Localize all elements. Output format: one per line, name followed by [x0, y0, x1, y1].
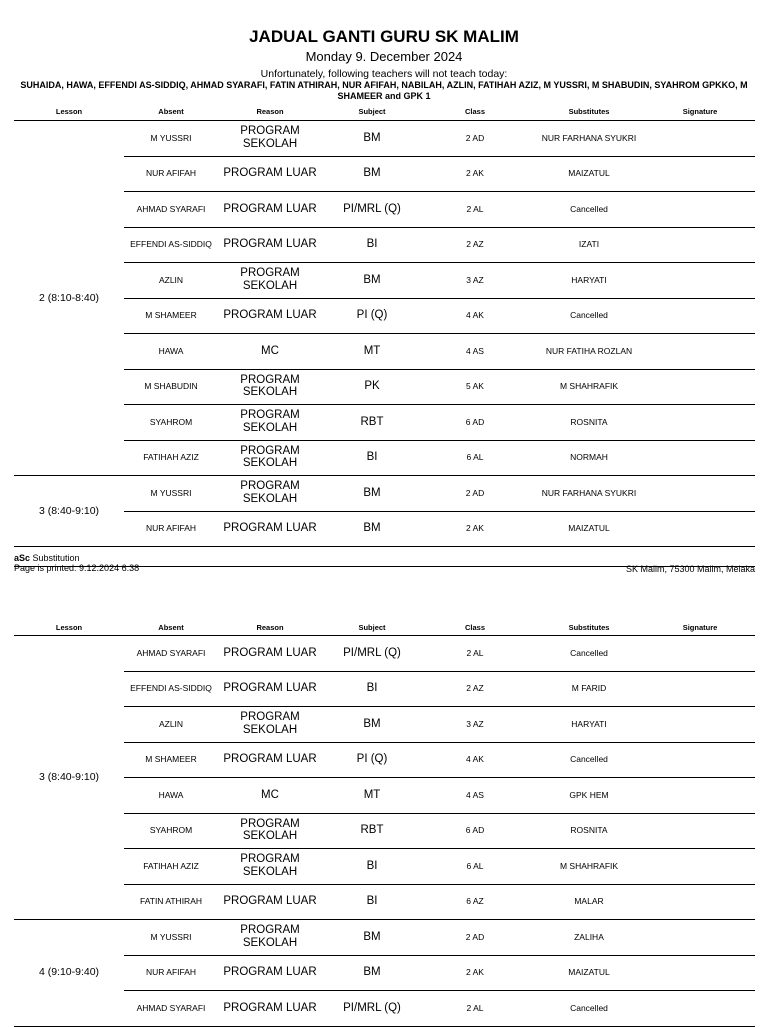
absent-cell: AZLIN — [158, 718, 184, 729]
substitute-cell: Cancelled — [570, 754, 608, 765]
reason-cell: PROGRAM LUAR — [223, 646, 317, 659]
absent-cell: NUR AFIFAH — [145, 523, 197, 534]
signature-cell — [670, 227, 730, 263]
subject-cell: BM — [363, 522, 381, 535]
reason-cell: PROGRAM LUAR — [223, 202, 317, 215]
signature-cell — [670, 475, 730, 511]
reason-cell: PROGRAM SEKOLAH — [240, 480, 300, 505]
reason-cell: PROGRAM LUAR — [223, 522, 317, 534]
signature-cell — [670, 671, 730, 707]
absent-cell: M YUSSRI — [150, 931, 192, 942]
subject-cell: BI — [366, 895, 378, 908]
subject-cell: PI/MRL (Q) — [343, 646, 401, 659]
absent-cell: EFFENDI AS-SIDDIQ — [130, 683, 212, 694]
class-cell: 2 AD — [465, 487, 485, 498]
signature-cell — [670, 333, 730, 369]
reason-cell: PROGRAM SEKOLAH — [240, 267, 300, 292]
column-header-signature: Signature — [682, 107, 718, 116]
reason-cell: PROGRAM SEKOLAH — [240, 125, 300, 150]
class-cell: 2 AD — [465, 931, 485, 942]
class-cell: 6 AZ — [466, 896, 484, 907]
reason-cell: PROGRAM SEKOLAH — [240, 373, 300, 399]
table-header — [14, 107, 755, 119]
column-header-subject: Subject — [358, 107, 386, 116]
substitute-cell: MAIZATUL — [568, 967, 610, 978]
subject-cell: BM — [363, 717, 381, 730]
footer-school: SK Malim, 75300 Malim, Melaka — [625, 564, 755, 574]
absent-cell: M SHAMEER — [145, 754, 197, 765]
substitute-cell: M SHAHRAFIK — [559, 860, 619, 871]
substitute-cell: M SHAHRAFIK — [559, 381, 619, 392]
column-header-substitutes: Substitutes — [568, 623, 610, 632]
column-header-substitutes: Substitutes — [568, 107, 610, 116]
absent-cell: M YUSSRI — [150, 487, 192, 498]
subject-cell: BM — [363, 486, 381, 499]
subject-cell: BM — [363, 167, 381, 180]
substitute-cell: NUR FARHANA SYUKRI — [541, 487, 637, 498]
substitute-cell: ZALIHA — [574, 931, 604, 942]
substitute-cell: Cancelled — [570, 1002, 608, 1013]
lesson-cell: 4 (9:10-9:40) — [38, 966, 100, 979]
column-header-reason: Reason — [256, 107, 284, 116]
substitute-cell: ROSNITA — [570, 825, 608, 836]
reason-cell: PROGRAM LUAR — [223, 238, 317, 250]
class-cell: 2 AK — [466, 967, 484, 978]
substitute-cell: MAIZATUL — [568, 523, 610, 534]
class-cell: 4 AK — [466, 754, 484, 765]
absent-cell: FATIHAH AZIZ — [143, 860, 199, 871]
absent-cell: AHMAD SYARAFI — [136, 1002, 206, 1013]
substitute-cell: Cancelled — [570, 203, 608, 214]
reason-cell: PROGRAM LUAR — [223, 682, 317, 694]
subject-cell: PI/MRL (Q) — [343, 202, 401, 215]
intro-text: Unfortunately, following teachers will not teach today: — [260, 68, 508, 80]
subject-cell: RBT — [360, 415, 384, 428]
reason-cell: PROGRAM LUAR — [223, 309, 317, 321]
signature-cell — [670, 848, 730, 884]
absent-cell: HAWA — [158, 789, 184, 800]
group-divider — [14, 546, 755, 547]
subject-cell: BI — [366, 859, 378, 872]
class-cell: 4 AS — [466, 345, 484, 356]
signature-cell — [670, 511, 730, 547]
absent-cell: M SHABUDIN — [144, 381, 198, 392]
reason-cell: PROGRAM SEKOLAH — [240, 711, 300, 736]
reason-cell: PROGRAM LUAR — [223, 895, 317, 907]
class-cell: 2 AL — [466, 203, 484, 214]
lesson-cell: 2 (8:10-8:40) — [38, 291, 100, 304]
signature-cell — [670, 369, 730, 405]
absent-cell: FATIN ATHIRAH — [139, 896, 203, 907]
footer — [14, 553, 755, 573]
absent-cell: SYAHROM — [149, 825, 193, 836]
lesson-cell: 3 (8:40-9:10) — [38, 771, 100, 783]
absent-cell: NUR AFIFAH — [145, 168, 197, 179]
class-cell: 2 AL — [466, 647, 484, 658]
signature-cell — [670, 191, 730, 227]
signature-cell — [670, 955, 730, 991]
subject-cell: BM — [363, 273, 381, 286]
reason-cell: PROGRAM SEKOLAH — [240, 444, 300, 470]
absent-cell: HAWA — [158, 345, 184, 356]
column-header-absent: Absent — [158, 623, 184, 632]
lesson-cell: 3 (8:40-9:10) — [38, 504, 100, 517]
absent-cell: M YUSSRI — [150, 132, 192, 143]
footer-app-suffix: Substitution — [30, 553, 80, 563]
subject-cell: BM — [363, 131, 381, 144]
substitute-cell: ROSNITA — [570, 416, 608, 427]
column-header-absent: Absent — [158, 107, 184, 116]
class-cell: 3 AZ — [466, 718, 484, 729]
subject-cell: PI (Q) — [356, 309, 388, 322]
class-cell: 2 AK — [466, 168, 484, 179]
absent-cell: NUR AFIFAH — [145, 967, 197, 978]
signature-cell — [670, 440, 730, 476]
class-cell: 6 AD — [465, 825, 485, 836]
signature-cell — [670, 884, 730, 920]
column-header-subject: Subject — [358, 623, 386, 632]
reason-cell: PROGRAM LUAR — [223, 167, 317, 179]
table-header — [14, 623, 755, 635]
class-cell: 4 AK — [466, 310, 484, 321]
footer-printed: Page is printed: 9.12.2024 6:38 — [14, 563, 140, 573]
substitute-cell: Cancelled — [570, 647, 608, 658]
signature-cell — [670, 298, 730, 334]
subject-cell: PK — [364, 380, 380, 393]
class-cell: 2 AL — [466, 1002, 484, 1013]
signature-cell — [670, 742, 730, 778]
subject-cell: BI — [366, 451, 378, 464]
subject-cell: PI/MRL (Q) — [343, 1001, 401, 1014]
absent-cell: M SHAMEER — [145, 310, 197, 321]
page-date: Monday 9. December 2024 — [305, 49, 463, 64]
signature-cell — [670, 990, 730, 1026]
subject-cell: BM — [363, 930, 381, 943]
column-header-signature: Signature — [682, 623, 718, 632]
reason-cell: PROGRAM LUAR — [223, 1001, 317, 1014]
absent-cell: AHMAD SYARAFI — [136, 647, 206, 658]
substitute-cell: HARYATI — [571, 718, 607, 729]
signature-cell — [670, 919, 730, 955]
signature-cell — [670, 777, 730, 813]
class-cell: 6 AL — [466, 860, 484, 871]
reason-cell: MC — [261, 344, 279, 357]
class-cell: 6 AD — [465, 416, 485, 427]
column-header-class: Class — [464, 107, 486, 116]
column-header-lesson: Lesson — [55, 623, 83, 632]
footer-app-name: aSc — [14, 553, 31, 563]
absent-cell: SYAHROM — [149, 416, 193, 427]
page-title: JADUAL GANTI GURU SK MALIM — [249, 27, 519, 46]
signature-cell — [670, 404, 730, 440]
absent-cell: AHMAD SYARAFI — [136, 203, 206, 214]
signature-cell — [670, 706, 730, 742]
column-header-reason: Reason — [256, 623, 284, 632]
substitute-cell: MALAR — [574, 896, 604, 907]
substitute-cell: GPK HEM — [569, 789, 609, 800]
class-cell: 5 AK — [466, 381, 484, 392]
reason-cell: PROGRAM SEKOLAH — [240, 817, 300, 843]
absent-cell: EFFENDI AS-SIDDIQ — [130, 239, 212, 250]
class-cell: 2 AD — [465, 132, 485, 143]
substitute-cell: M FARID — [571, 683, 607, 694]
substitute-cell: IZATI — [578, 239, 600, 250]
substitute-cell: NORMAH — [570, 452, 608, 463]
subject-cell: BM — [363, 966, 381, 979]
reason-cell: PROGRAM LUAR — [223, 966, 317, 978]
subject-cell: BI — [366, 238, 378, 251]
class-cell: 3 AZ — [466, 274, 484, 285]
absent-cell: FATIHAH AZIZ — [143, 452, 199, 463]
substitute-cell: MAIZATUL — [568, 168, 610, 179]
column-header-lesson: Lesson — [55, 107, 83, 116]
subject-cell: MT — [363, 788, 381, 801]
reason-cell: MC — [261, 788, 279, 801]
signature-cell — [670, 813, 730, 849]
subject-cell: PI (Q) — [356, 753, 388, 766]
substitute-cell: Cancelled — [570, 310, 608, 321]
substitute-cell: NUR FATIHA ROZLAN — [545, 345, 633, 356]
class-cell: 2 AZ — [466, 683, 484, 694]
reason-cell: PROGRAM SEKOLAH — [240, 853, 300, 878]
reason-cell: PROGRAM LUAR — [223, 753, 317, 765]
signature-cell — [670, 120, 730, 156]
substitute-cell: NUR FARHANA SYUKRI — [541, 132, 637, 143]
signature-cell — [670, 635, 730, 671]
signature-cell — [670, 156, 730, 192]
subject-cell: MT — [363, 344, 381, 357]
substitute-cell: HARYATI — [571, 274, 607, 285]
footer-divider — [14, 566, 755, 567]
subject-cell: RBT — [360, 824, 384, 837]
class-cell: 2 AK — [466, 523, 484, 534]
reason-cell: PROGRAM SEKOLAH — [240, 409, 300, 434]
column-header-class: Class — [464, 623, 486, 632]
subject-cell: BI — [366, 682, 378, 695]
class-cell: 2 AZ — [466, 239, 484, 250]
absent-teachers-list: SUHAIDA, HAWA, EFFENDI AS-SIDDIQ, AHMAD SYARAFI, FATIN ATHIRAH, NUR AFIFAH, NABILAH, AZLIN, FATIHAH AZIZ, M YUSSRI, M SHABUDIN, SYAHROM GPKKO, M SHAMEER and GPK 1 — [20, 80, 748, 101]
class-cell: 4 AS — [466, 789, 484, 800]
absent-cell: AZLIN — [158, 274, 184, 285]
signature-cell — [670, 262, 730, 298]
class-cell: 6 AL — [466, 452, 484, 463]
reason-cell: PROGRAM SEKOLAH — [240, 924, 300, 949]
